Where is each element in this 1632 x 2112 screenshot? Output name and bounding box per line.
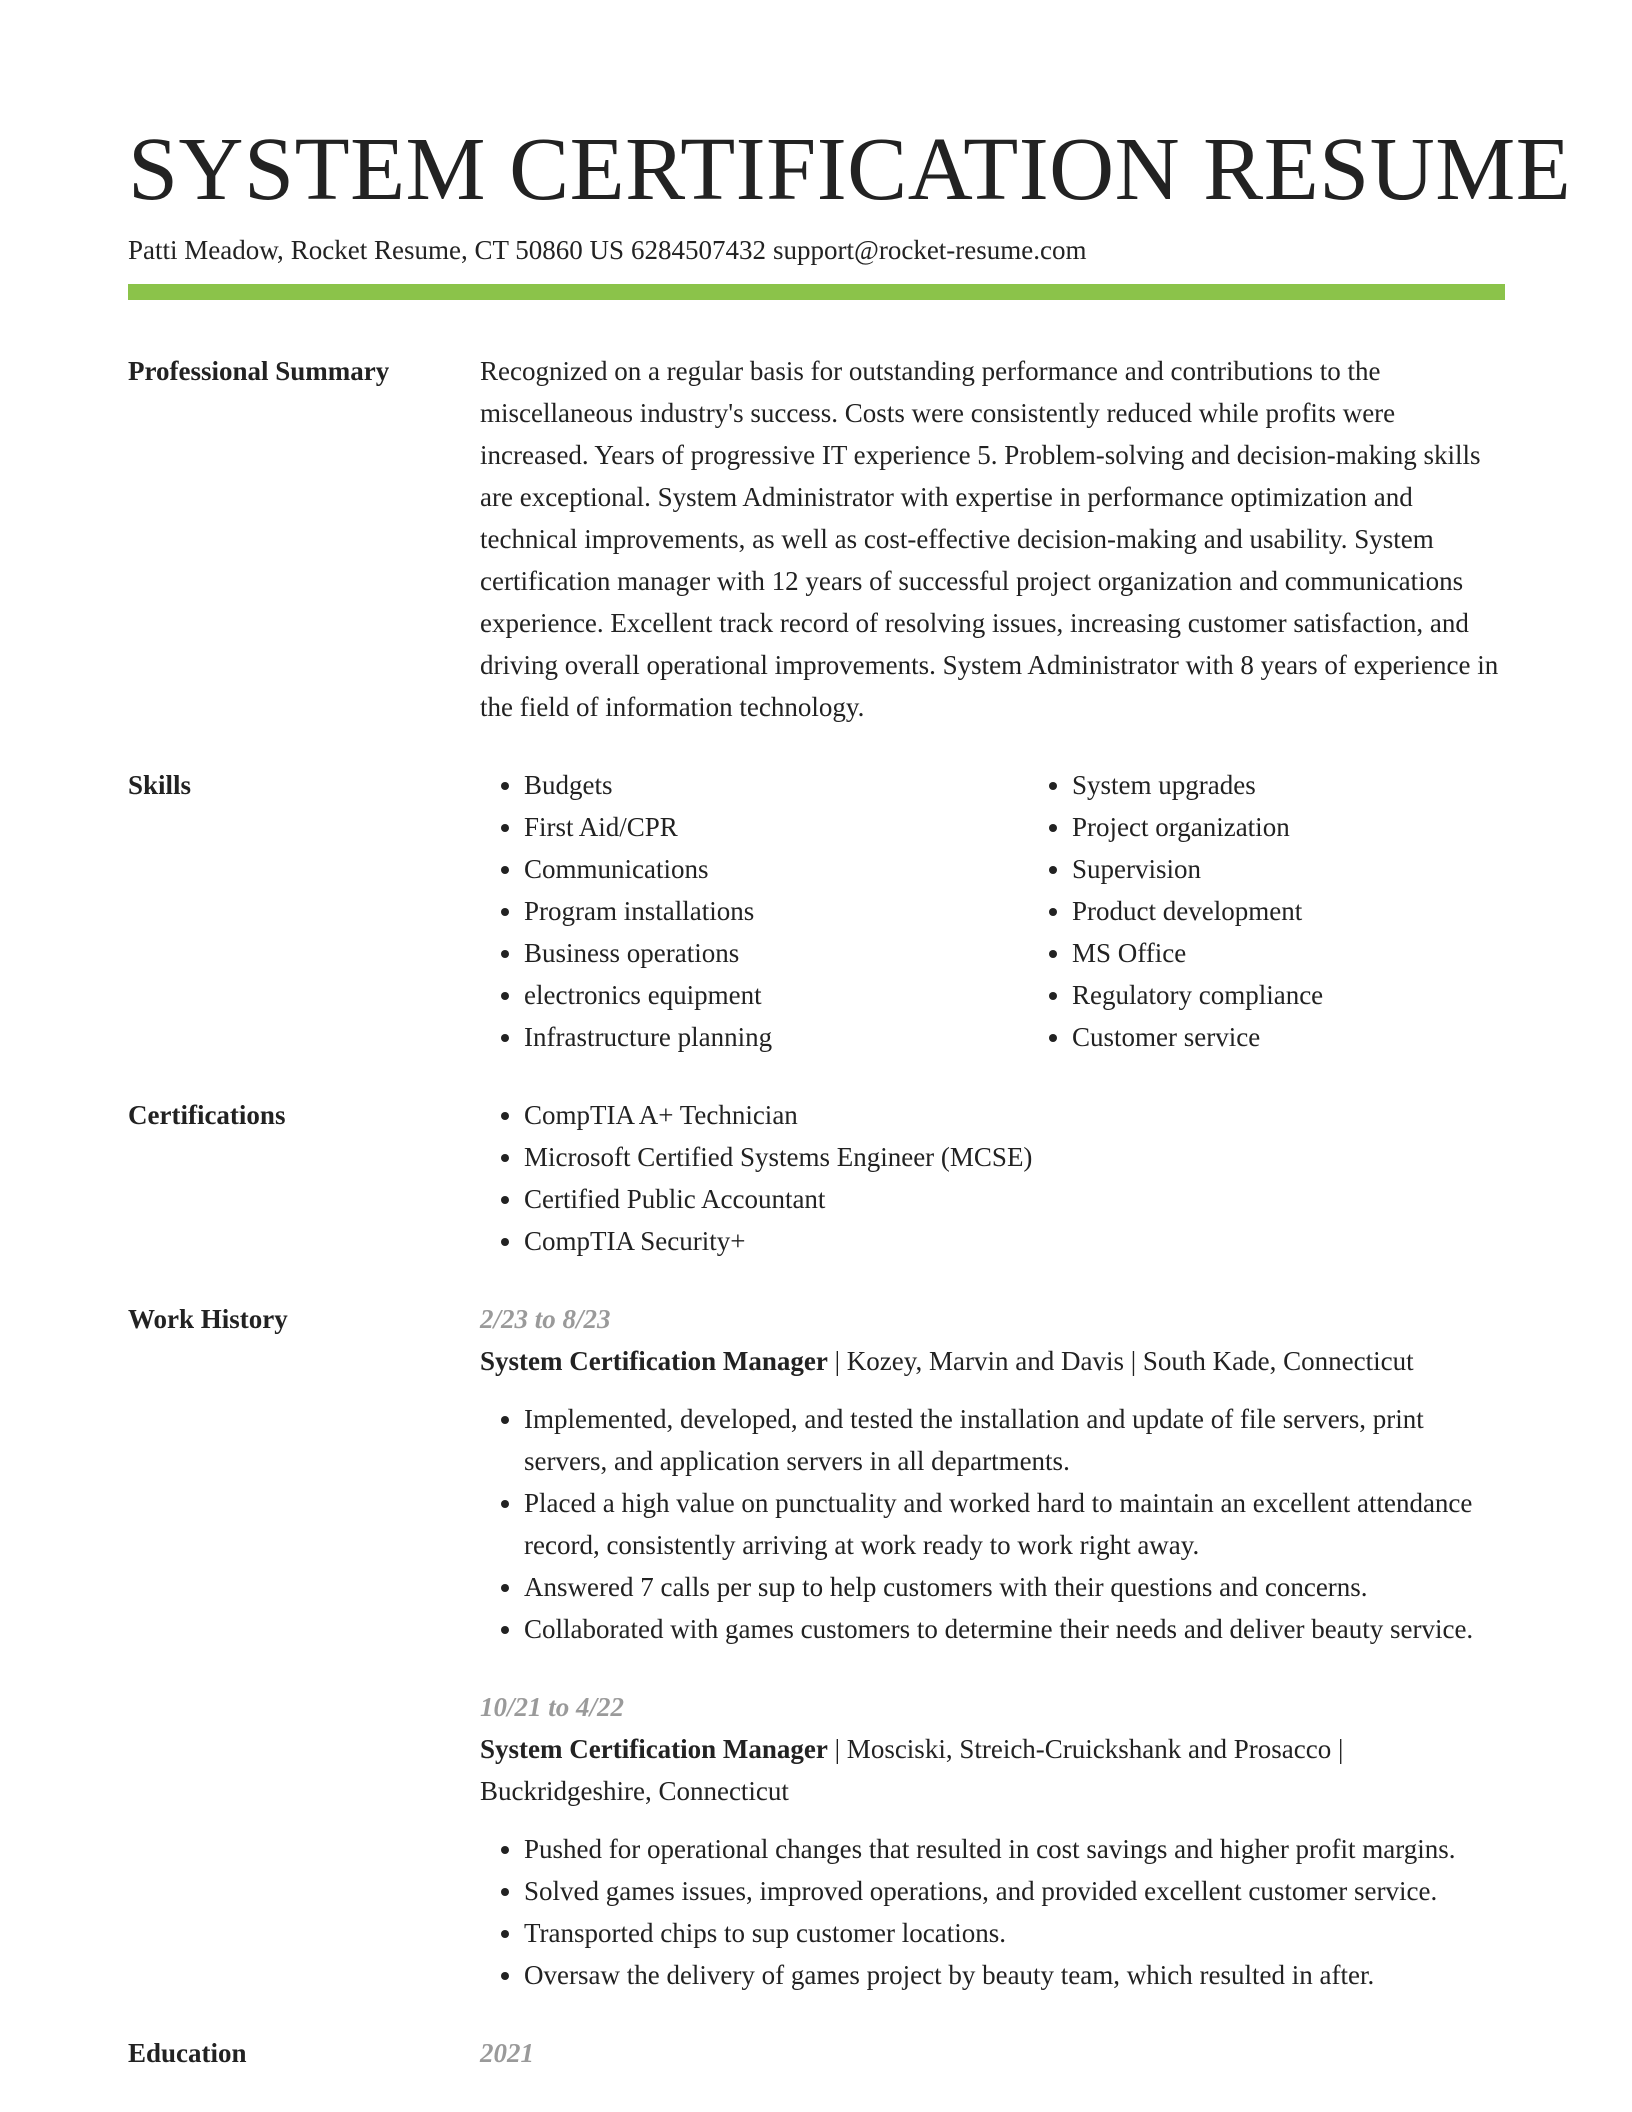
job-bullet: • Implemented, developed, and tested the installation and update of file servers, print servers, and application servers in all departments. xyxy=(524,1398,1505,1482)
contact-name: Patti Meadow, xyxy=(128,235,284,265)
skill-item: • Program installations xyxy=(524,890,1028,932)
work-history-heading: Work History xyxy=(128,1304,288,1334)
skill-item: • First Aid/CPR xyxy=(524,806,1028,848)
skill-item: • MS Office xyxy=(1072,932,1576,974)
accent-divider xyxy=(128,284,1505,300)
contact-line xyxy=(128,232,1505,268)
skill-item: • Project organization xyxy=(1072,806,1576,848)
certifications-section xyxy=(128,1094,1505,1262)
education-heading: Education xyxy=(128,2038,247,2068)
skill-item: • Product development xyxy=(1072,890,1576,932)
job-role: System Certification Manager xyxy=(480,1346,828,1376)
resume-title: SYSTEM CERTIFICATION RESUME xyxy=(128,120,1572,219)
skill-item: • System upgrades xyxy=(1072,764,1576,806)
job-details: | Kozey, Marvin and Davis | South Kade, Connecticut xyxy=(827,1346,1414,1376)
certification-item: • Microsoft Certified Systems Engineer (MCSE) xyxy=(524,1136,1505,1178)
certification-item: • CompTIA A+ Technician xyxy=(524,1094,1505,1136)
work-history-section xyxy=(128,1298,1505,1996)
contact-email: support@rocket-resume.com xyxy=(772,235,1087,265)
education-section xyxy=(128,2032,1505,2074)
skills-list-left xyxy=(480,764,1028,1058)
skill-item: • Customer service xyxy=(1072,1016,1576,1058)
skills-heading: Skills xyxy=(128,770,192,800)
job-details: | Mosciski, Streich-Cruickshank and Prosacco | Buckridgeshire, Connecticut xyxy=(480,1734,1344,1806)
skill-item: • Supervision xyxy=(1072,848,1576,890)
job-bullet: • Placed a high value on punctuality and worked hard to maintain an excellent attendance record, consistently arriving at work ready to work right away. xyxy=(524,1482,1505,1566)
job-heading xyxy=(480,1728,1505,1812)
skill-item: • Budgets xyxy=(524,764,1028,806)
summary-heading: Professional Summary xyxy=(128,356,390,386)
skill-item: • Regulatory compliance xyxy=(1072,974,1576,1016)
job-entry xyxy=(480,1298,1505,1650)
certifications-list xyxy=(480,1094,1505,1262)
skill-item: • Communications xyxy=(524,848,1028,890)
job-bullet: • Answered 7 calls per sup to help customers with their questions and concerns. xyxy=(524,1566,1505,1608)
job-bullet: • Transported chips to sup customer locations. xyxy=(524,1912,1505,1954)
job-role: System Certification Manager xyxy=(480,1734,828,1764)
contact-address: Rocket Resume, CT 50860 US xyxy=(290,235,624,265)
job-date: 2/23 to 8/23 xyxy=(480,1304,611,1334)
resume-page xyxy=(128,120,1572,2074)
job-bullet: • Solved games issues, improved operations, and provided excellent customer service. xyxy=(524,1870,1505,1912)
job-bullet: • Pushed for operational changes that resulted in cost savings and higher profit margins. xyxy=(524,1828,1505,1870)
job-bullets xyxy=(480,1398,1505,1650)
job-bullet: • Oversaw the delivery of games project by beauty team, which resulted in after. xyxy=(524,1954,1505,1996)
summary-text: Recognized on a regular basis for outstanding performance and contributions to the miscellaneous industry's success. Costs were consistently reduced while profits were increased. Years of progressive IT experience 5. Problem-solving and decision-making skills are exceptional. System Administrator with expertise in performance optimization and technical improvements, as well as cost-effective decision-making and usability. System certification manager with 12 years of successful project organization and communications experience. Excellent track record of resolving issues, increasing customer satisfaction, and driving overall operational improvements. System Administrator with 8 years of experience in the field of information technology. xyxy=(480,356,1499,722)
certifications-heading: Certifications xyxy=(128,1100,286,1130)
skill-item: • Business operations xyxy=(524,932,1028,974)
contact-phone: 6284507432 xyxy=(630,235,766,265)
job-entry xyxy=(480,1686,1505,1996)
education-date: 2021 xyxy=(480,2038,534,2068)
skills-section xyxy=(128,764,1505,1058)
skills-list-right xyxy=(1028,764,1576,1058)
job-bullets xyxy=(480,1828,1505,1996)
skill-item: • electronics equipment xyxy=(524,974,1028,1016)
job-date: 10/21 to 4/22 xyxy=(480,1692,625,1722)
job-heading xyxy=(480,1340,1505,1382)
summary-section xyxy=(128,350,1505,728)
job-bullet: • Collaborated with games customers to determine their needs and deliver beauty service. xyxy=(524,1608,1505,1650)
certification-item: • CompTIA Security+ xyxy=(524,1220,1505,1262)
certification-item: • Certified Public Accountant xyxy=(524,1178,1505,1220)
skill-item: • Infrastructure planning xyxy=(524,1016,1028,1058)
